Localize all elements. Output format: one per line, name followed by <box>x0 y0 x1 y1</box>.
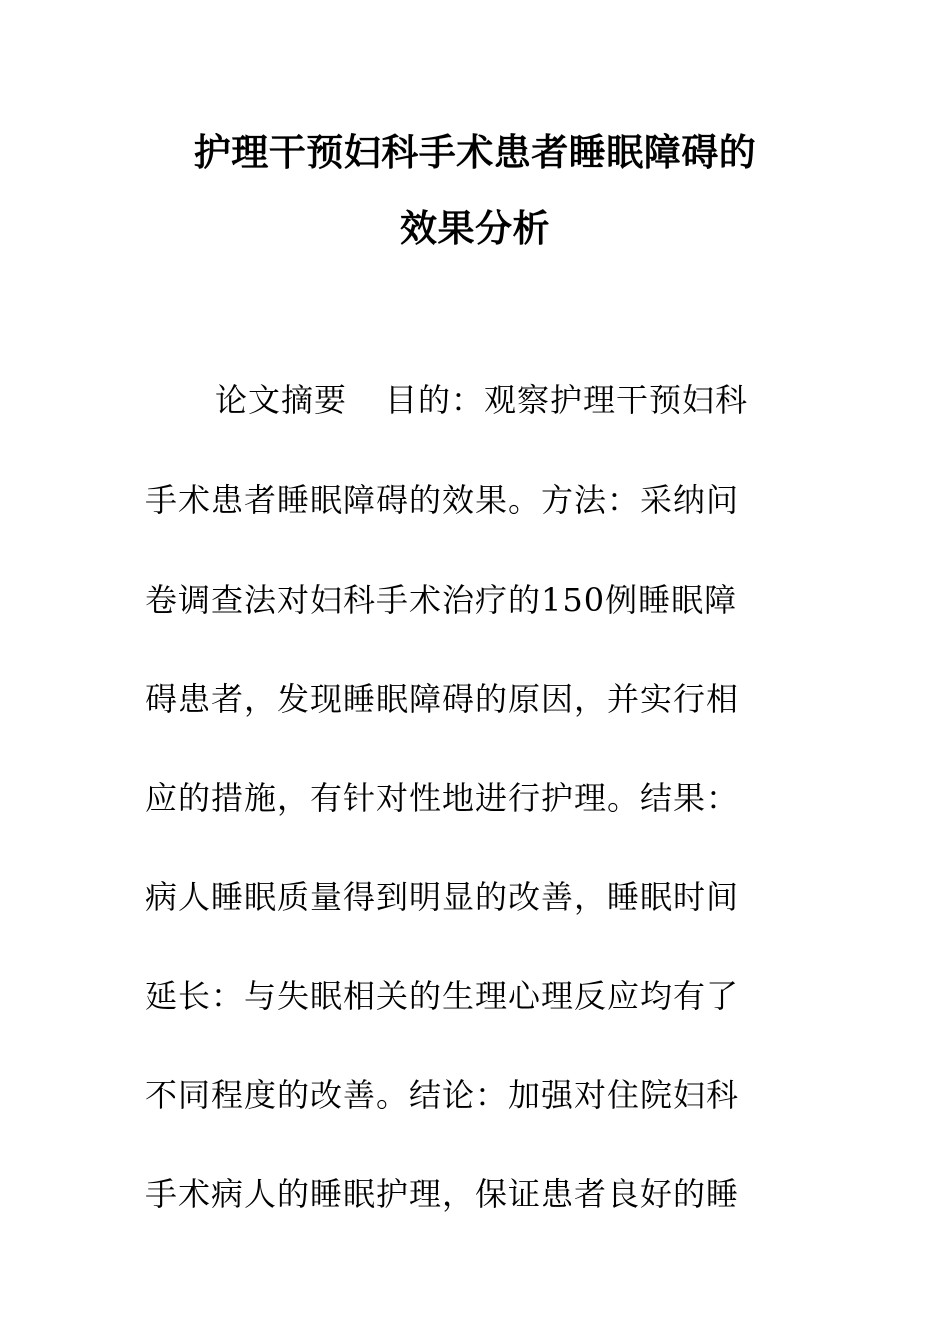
body-line-1: 目的：观察护理干预妇科 <box>385 381 749 419</box>
page-title-line-2: 效果分析 <box>400 207 550 250</box>
body-line-6: 病人睡眠质量得到明显的改善，睡眠时间 <box>145 878 740 916</box>
body-line-4: 碍患者，发现睡眠障碍的原因，并实行相 <box>145 680 740 718</box>
body-line-3: 卷调查法对妇科手术治疗的150例睡眠障 <box>145 581 738 619</box>
body-line-7: 延长：与失眠相关的生理心理反应均有了 <box>145 977 740 1015</box>
body-line-9: 手术病人的睡眠护理，保证患者良好的睡 <box>145 1175 740 1213</box>
abstract-first-line <box>215 380 785 420</box>
body-line-8: 不同程度的改善。结论：加强对住院妇科 <box>145 1076 740 1114</box>
page-title-line-1: 护理干预妇科手术患者睡眠障碍的 <box>193 131 757 174</box>
body-line-2: 手术患者睡眠障碍的效果。方法：采纳问 <box>145 481 740 519</box>
body-line-5: 应的措施，有针对性地进行护理。结果： <box>145 779 740 817</box>
abstract-label: 论文摘要 <box>215 381 348 419</box>
